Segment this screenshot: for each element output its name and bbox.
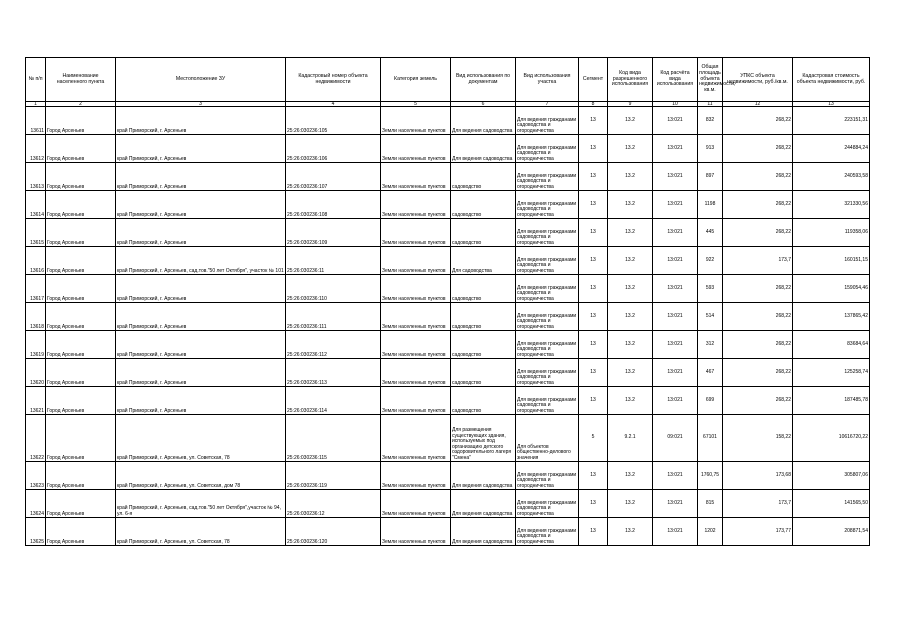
land-location: край Приморский, г. Арсеньев — [116, 135, 286, 163]
land-category: Земли населенных пунктов — [381, 415, 451, 462]
permitted-use-code: 13.2 — [608, 331, 653, 359]
cadastral-cost: 187485,78 — [793, 387, 870, 415]
land-location: край Приморский, г. Арсеньев, сад.тов."50 лет Октября", участок № 101 — [116, 247, 286, 275]
column-number: 1 — [26, 102, 46, 107]
record-number: 13622 — [26, 415, 46, 462]
cadastral-cost: 141565,50 — [793, 490, 870, 518]
table-row — [26, 415, 870, 462]
land-location: край Приморский, г. Арсеньев — [116, 275, 286, 303]
cadastral-cost: 223151,31 — [793, 107, 870, 135]
column-number: 8 — [579, 102, 608, 107]
permitted-use-code: 13.2 — [608, 359, 653, 387]
area-sqm: 467 — [698, 359, 723, 387]
segment: 13 — [579, 303, 608, 331]
cadastral-number: 25:26:030236:110 — [286, 275, 381, 303]
documented-use: садоводство — [451, 275, 516, 303]
header-cell: Вид использования по документам — [451, 58, 516, 102]
area-sqm: 699 — [698, 387, 723, 415]
cadastral-number: 25:26:030236:11 — [286, 247, 381, 275]
actual-use: Для объектов общественно-делового значения — [516, 415, 579, 462]
land-location: край Приморский, г. Арсеньев, ул. Советская, 78 — [116, 415, 286, 462]
cadastral-number: 25:26:030236:111 — [286, 303, 381, 331]
settlement-name: Город Арсеньев — [46, 219, 116, 247]
upks-value: 173,77 — [723, 518, 793, 546]
upks-value: 173,68 — [723, 462, 793, 490]
settlement-name: Город Арсеньев — [46, 518, 116, 546]
land-category: Земли населенных пунктов — [381, 107, 451, 135]
segment: 13 — [579, 518, 608, 546]
cadastral-cost: 321330,56 — [793, 191, 870, 219]
calc-use-code: 13:021 — [653, 303, 698, 331]
actual-use: Для ведения гражданами садоводства и огородничества — [516, 135, 579, 163]
permitted-use-code: 13.2 — [608, 387, 653, 415]
actual-use: Для ведения гражданами садоводства и огородничества — [516, 191, 579, 219]
record-number: 13616 — [26, 247, 46, 275]
documented-use: садоводство — [451, 387, 516, 415]
table-row — [26, 219, 870, 247]
documented-use: садоводство — [451, 163, 516, 191]
settlement-name: Город Арсеньев — [46, 107, 116, 135]
permitted-use-code: 13.2 — [608, 247, 653, 275]
permitted-use-code: 13.2 — [608, 275, 653, 303]
column-number: 5 — [381, 102, 451, 107]
header-cell: Категория земель — [381, 58, 451, 102]
calc-use-code: 09:021 — [653, 415, 698, 462]
area-sqm: 832 — [698, 107, 723, 135]
cadastral-cost: 83684,64 — [793, 331, 870, 359]
land-category: Земли населенных пунктов — [381, 331, 451, 359]
settlement-name: Город Арсеньев — [46, 490, 116, 518]
actual-use: Для ведения гражданами садоводства и огородничества — [516, 163, 579, 191]
area-sqm: 1202 — [698, 518, 723, 546]
cadastral-number: 25:26:030236:12 — [286, 490, 381, 518]
calc-use-code: 13:021 — [653, 135, 698, 163]
column-number: 4 — [286, 102, 381, 107]
segment: 13 — [579, 387, 608, 415]
actual-use: Для ведения гражданами садоводства и огородничества — [516, 247, 579, 275]
upks-value: 268,22 — [723, 359, 793, 387]
header-cell: УПКС объекта недвижимости, руб./кв.м. — [723, 58, 793, 102]
record-number: 13619 — [26, 331, 46, 359]
header-cell: № п/п — [26, 58, 46, 102]
cadastral-number: 25:26:030236:109 — [286, 219, 381, 247]
table-row — [26, 331, 870, 359]
cadastral-cost: 208871,54 — [793, 518, 870, 546]
header-cell: Вид использования участка — [516, 58, 579, 102]
upks-value: 268,22 — [723, 163, 793, 191]
permitted-use-code: 13.2 — [608, 163, 653, 191]
land-location: край Приморский, г. Арсеньев — [116, 191, 286, 219]
header-cell: Кадастровый номер объекта недвижимости — [286, 58, 381, 102]
table-row — [26, 135, 870, 163]
actual-use: Для ведения гражданами садоводства и огородничества — [516, 303, 579, 331]
table-row — [26, 275, 870, 303]
calc-use-code: 13:021 — [653, 518, 698, 546]
calc-use-code: 13:021 — [653, 107, 698, 135]
record-number: 13614 — [26, 191, 46, 219]
column-number: 6 — [451, 102, 516, 107]
actual-use: Для ведения гражданами садоводства и огородничества — [516, 490, 579, 518]
cadastral-number: 25:26:030236:108 — [286, 191, 381, 219]
upks-value: 173,7 — [723, 490, 793, 518]
settlement-name: Город Арсеньев — [46, 247, 116, 275]
land-location: край Приморский, г. Арсеньев — [116, 387, 286, 415]
documented-use: садоводство — [451, 219, 516, 247]
segment: 13 — [579, 462, 608, 490]
actual-use: Для ведения гражданами садоводства и огородничества — [516, 331, 579, 359]
land-location: край Приморский, г. Арсеньев — [116, 331, 286, 359]
actual-use: Для ведения гражданами садоводства и огородничества — [516, 107, 579, 135]
cadastral-number: 25:26:030236:119 — [286, 462, 381, 490]
segment: 5 — [579, 415, 608, 462]
upks-value: 268,22 — [723, 191, 793, 219]
area-sqm: 445 — [698, 219, 723, 247]
calc-use-code: 13:021 — [653, 275, 698, 303]
land-category: Земли населенных пунктов — [381, 359, 451, 387]
column-number: 2 — [46, 102, 116, 107]
documented-use: Для ведения садоводства — [451, 462, 516, 490]
cadastral-number: 25:26:030236:112 — [286, 331, 381, 359]
upks-value: 268,22 — [723, 219, 793, 247]
settlement-name: Город Арсеньев — [46, 303, 116, 331]
cadastral-cost: 10616720,22 — [793, 415, 870, 462]
column-number: 11 — [698, 102, 723, 107]
table-row — [26, 387, 870, 415]
area-sqm: 312 — [698, 331, 723, 359]
table-row — [26, 247, 870, 275]
land-category: Земли населенных пунктов — [381, 135, 451, 163]
table-row — [26, 191, 870, 219]
segment: 13 — [579, 247, 608, 275]
segment: 13 — [579, 275, 608, 303]
header-cell: Кадастровая стоимость объекта недвижимости, руб. — [793, 58, 870, 102]
cadastral-cost: 159054,46 — [793, 275, 870, 303]
upks-value: 268,22 — [723, 387, 793, 415]
cadastral-cost: 137865,42 — [793, 303, 870, 331]
calc-use-code: 13:021 — [653, 191, 698, 219]
permitted-use-code: 13.2 — [608, 518, 653, 546]
area-sqm: 913 — [698, 135, 723, 163]
record-number: 13611 — [26, 107, 46, 135]
actual-use: Для ведения гражданами садоводства и огородничества — [516, 275, 579, 303]
column-number: 9 — [608, 102, 653, 107]
documented-use: Для ведения садоводства — [451, 135, 516, 163]
header-cell: Местоположение ЗУ — [116, 58, 286, 102]
land-location: край Приморский, г. Арсеньев — [116, 219, 286, 247]
header-cell: Сегмент — [579, 58, 608, 102]
cadastral-number: 25:26:030236:120 — [286, 518, 381, 546]
cadastral-cost: 160151,15 — [793, 247, 870, 275]
header-cell: Код расчёта вида использования — [653, 58, 698, 102]
upks-value: 268,22 — [723, 135, 793, 163]
segment: 13 — [579, 219, 608, 247]
table-row — [26, 163, 870, 191]
segment: 13 — [579, 107, 608, 135]
settlement-name: Город Арсеньев — [46, 462, 116, 490]
record-number: 13617 — [26, 275, 46, 303]
cadastral-value-table — [25, 57, 870, 546]
settlement-name: Город Арсеньев — [46, 163, 116, 191]
upks-value: 173,7 — [723, 247, 793, 275]
calc-use-code: 13:021 — [653, 219, 698, 247]
land-location: край Приморский, г. Арсеньев, сад.тов."50 лет Октября",участок № 94, ул. 6-я — [116, 490, 286, 518]
table-row — [26, 359, 870, 387]
area-sqm: 514 — [698, 303, 723, 331]
documented-use: садоводство — [451, 303, 516, 331]
upks-value: 268,22 — [723, 303, 793, 331]
segment: 13 — [579, 490, 608, 518]
documented-use: садоводство — [451, 191, 516, 219]
land-category: Земли населенных пунктов — [381, 275, 451, 303]
record-number: 13613 — [26, 163, 46, 191]
record-number: 13625 — [26, 518, 46, 546]
land-category: Земли населенных пунктов — [381, 191, 451, 219]
segment: 13 — [579, 191, 608, 219]
documented-use: Для размещения существующих здания, используемых под организацию детского оздоровительного лагеря "Смена" — [451, 415, 516, 462]
land-category: Земли населенных пунктов — [381, 387, 451, 415]
segment: 13 — [579, 135, 608, 163]
table-row — [26, 107, 870, 135]
column-number: 7 — [516, 102, 579, 107]
land-location: край Приморский, г. Арсеньев — [116, 163, 286, 191]
record-number: 13623 — [26, 462, 46, 490]
record-number: 13620 — [26, 359, 46, 387]
cadastral-number: 25:26:030236:105 — [286, 107, 381, 135]
land-location: край Приморский, г. Арсеньев — [116, 359, 286, 387]
cadastral-cost: 119358,06 — [793, 219, 870, 247]
table-row — [26, 518, 870, 546]
area-sqm: 815 — [698, 490, 723, 518]
settlement-name: Город Арсеньев — [46, 191, 116, 219]
settlement-name: Город Арсеньев — [46, 331, 116, 359]
calc-use-code: 13:021 — [653, 359, 698, 387]
record-number: 13624 — [26, 490, 46, 518]
upks-value: 268,22 — [723, 275, 793, 303]
upks-value: 268,22 — [723, 331, 793, 359]
actual-use: Для ведения гражданами садоводства и огородничества — [516, 387, 579, 415]
table-row — [26, 462, 870, 490]
area-sqm: 67101 — [698, 415, 723, 462]
actual-use: Для ведения гражданами садоводства и огородничества — [516, 462, 579, 490]
land-category: Земли населенных пунктов — [381, 303, 451, 331]
land-category: Земли населенных пунктов — [381, 490, 451, 518]
upks-value: 158,22 — [723, 415, 793, 462]
cadastral-number: 25:26:030236:107 — [286, 163, 381, 191]
documented-use: Для ведения садоводства — [451, 518, 516, 546]
permitted-use-code: 13.2 — [608, 135, 653, 163]
land-location: край Приморский, г. Арсеньев — [116, 107, 286, 135]
calc-use-code: 13:021 — [653, 490, 698, 518]
settlement-name: Город Арсеньев — [46, 275, 116, 303]
table-row — [26, 303, 870, 331]
actual-use: Для ведения гражданами садоводства и огородничества — [516, 219, 579, 247]
settlement-name: Город Арсеньев — [46, 359, 116, 387]
documented-use: садоводство — [451, 359, 516, 387]
permitted-use-code: 9.2.1 — [608, 415, 653, 462]
area-sqm: 897 — [698, 163, 723, 191]
land-location: край Приморский, г. Арсеньев — [116, 303, 286, 331]
area-sqm: 1198 — [698, 191, 723, 219]
cadastral-number: 25:26:030236:113 — [286, 359, 381, 387]
documented-use: Для садоводства — [451, 247, 516, 275]
cadastral-cost: 244884,24 — [793, 135, 870, 163]
cadastral-cost: 305807,06 — [793, 462, 870, 490]
segment: 13 — [579, 359, 608, 387]
column-number: 3 — [116, 102, 286, 107]
record-number: 13618 — [26, 303, 46, 331]
land-category: Земли населенных пунктов — [381, 219, 451, 247]
permitted-use-code: 13.2 — [608, 191, 653, 219]
column-number: 12 — [723, 102, 793, 107]
calc-use-code: 13:021 — [653, 387, 698, 415]
calc-use-code: 13:021 — [653, 163, 698, 191]
land-category: Земли населенных пунктов — [381, 518, 451, 546]
cadastral-number: 25:26:030236:114 — [286, 387, 381, 415]
cadastral-cost: 125258,74 — [793, 359, 870, 387]
documented-use: Для ведения садоводства — [451, 107, 516, 135]
table-body — [26, 107, 870, 546]
land-location: край Приморский, г. Арсеньев, ул. Советская, дом 78 — [116, 462, 286, 490]
segment: 13 — [579, 163, 608, 191]
land-category: Земли населенных пунктов — [381, 163, 451, 191]
calc-use-code: 13:021 — [653, 331, 698, 359]
area-sqm: 922 — [698, 247, 723, 275]
table-row — [26, 490, 870, 518]
permitted-use-code: 13.2 — [608, 219, 653, 247]
land-location: край Приморский, г. Арсеньев, ул. Советская, 78 — [116, 518, 286, 546]
header-cell: Общая площадь объекта недвижимости, кв.м. — [698, 58, 723, 102]
upks-value: 268,22 — [723, 107, 793, 135]
documented-use: Для ведения садоводства — [451, 490, 516, 518]
permitted-use-code: 13.2 — [608, 303, 653, 331]
permitted-use-code: 13.2 — [608, 462, 653, 490]
land-category: Земли населенных пунктов — [381, 462, 451, 490]
calc-use-code: 13:021 — [653, 247, 698, 275]
cadastral-number: 25:26:030236:106 — [286, 135, 381, 163]
land-category: Земли населенных пунктов — [381, 247, 451, 275]
cadastral-number: 25:26:030236:115 — [286, 415, 381, 462]
record-number: 13612 — [26, 135, 46, 163]
settlement-name: Город Арсеньев — [46, 135, 116, 163]
segment: 13 — [579, 331, 608, 359]
settlement-name: Город Арсеньев — [46, 387, 116, 415]
record-number: 13615 — [26, 219, 46, 247]
header-cell: Наименование населенного пункта — [46, 58, 116, 102]
permitted-use-code: 13.2 — [608, 490, 653, 518]
area-sqm: 593 — [698, 275, 723, 303]
record-number: 13621 — [26, 387, 46, 415]
header-cell: Код вида разрешенного использования — [608, 58, 653, 102]
actual-use: Для ведения гражданами садоводства и огородничества — [516, 518, 579, 546]
permitted-use-code: 13.2 — [608, 107, 653, 135]
column-number: 13 — [793, 102, 870, 107]
calc-use-code: 13:021 — [653, 462, 698, 490]
area-sqm: 1760,75 — [698, 462, 723, 490]
header-row — [26, 58, 870, 102]
cadastral-cost: 240593,58 — [793, 163, 870, 191]
actual-use: Для ведения гражданами садоводства и огородничества — [516, 359, 579, 387]
settlement-name: Город Арсеньев — [46, 415, 116, 462]
documented-use: садоводство — [451, 331, 516, 359]
column-number: 10 — [653, 102, 698, 107]
